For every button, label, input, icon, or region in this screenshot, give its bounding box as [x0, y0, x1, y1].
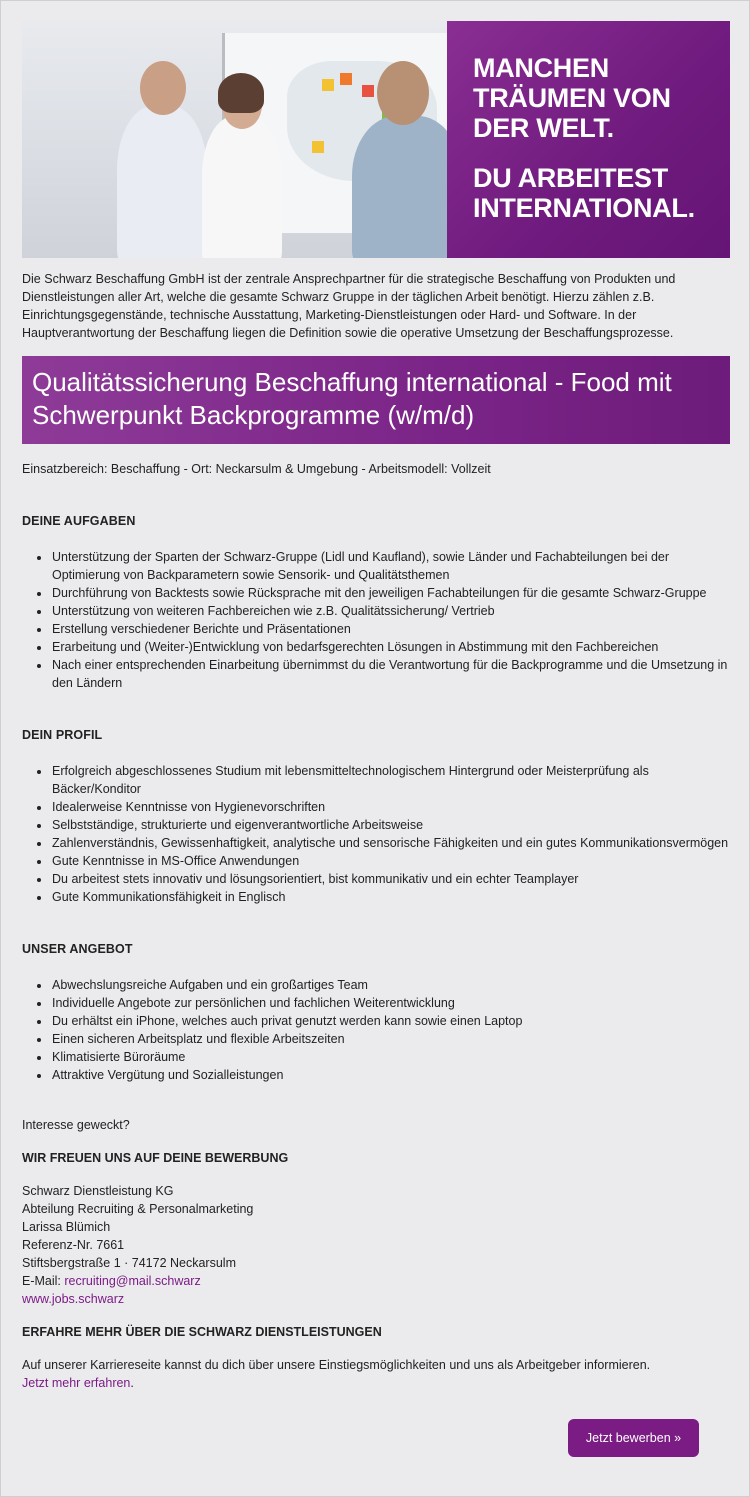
list-item: • Nach einer entsprechenden Einarbeitung übernimmst du die Verantwortung für die Backprogramme und die Umsetzung in den Ländern — [51, 656, 730, 692]
job-meta: Einsatzbereich: Beschaffung - Ort: Neckarsulm & Umgebung - Arbeitsmodell: Vollzeit — [22, 462, 491, 476]
reference-number: Referenz-Nr. 7661 — [22, 1238, 125, 1252]
company-name: Schwarz Dienstleistung KG — [22, 1184, 174, 1198]
contact-block — [22, 1182, 730, 1308]
learn-more-link[interactable]: Jetzt mehr erfahren — [22, 1376, 131, 1390]
list-item: • Durchführung von Backtests sowie Rücksprache mit den jeweiligen Fachabteilungen für die gesamte Schwarz-Gruppe — [51, 584, 730, 602]
link-suffix: . — [130, 1376, 134, 1390]
department: Abteilung Recruiting & Personalmarketing — [22, 1202, 254, 1216]
list-item: • Individuelle Angebote zur persönlichen und fachlichen Weiterentwicklung — [51, 994, 730, 1012]
list-item: • Gute Kenntnisse in MS-Office Anwendungen — [51, 852, 730, 870]
slogan-line: DU ARBEITEST — [473, 163, 668, 193]
section-heading-aufgaben: DEINE AUFGABEN — [22, 514, 136, 528]
list-item: • Du arbeitest stets innovativ und lösungsorientiert, bist kommunikativ und ein echter Teamplayer — [51, 870, 730, 888]
address: Stiftsbergstraße 1 · 74172 Neckarsulm — [22, 1256, 236, 1270]
list-item: • Klimatisierte Büroräume — [51, 1048, 730, 1066]
email-link[interactable]: recruiting@mail.schwarz — [64, 1274, 201, 1288]
aufgaben-list — [22, 548, 730, 692]
list-item: • Unterstützung der Sparten der Schwarz-Gruppe (Lidl und Kaufland), sowie Länder und Fachabteilungen bei der Optimierung von Backparametern sowie Sensorik- und Qualitätsthemen — [51, 548, 730, 584]
slogan-line: DER WELT. — [473, 113, 614, 143]
list-item: • Abwechslungsreiche Aufgaben und ein großartiges Team — [51, 976, 730, 994]
section-heading-profil: DEIN PROFIL — [22, 728, 103, 742]
list-item: • Attraktive Vergütung und Sozialleistungen — [51, 1066, 730, 1084]
contact-person: Larissa Blümich — [22, 1220, 111, 1234]
slogan-line: MANCHEN — [473, 53, 609, 83]
list-item: • Erfolgreich abgeschlossenes Studium mit lebensmitteltechnologischem Hintergrund oder Meisterprüfung als Bäcker/Konditor — [51, 762, 730, 798]
list-item: • Idealerweise Kenntnisse von Hygienevorschriften — [51, 798, 730, 816]
job-title: Qualitätssicherung Beschaffung international - Food mit Schwerpunkt Backprogramme (w/m/d) — [22, 356, 730, 444]
content-column — [22, 21, 730, 1392]
list-item: • Erarbeitung und (Weiter-)Entwicklung von bedarfsgerechten Lösungen in Abstimmung mit den Fachbereichen — [51, 638, 730, 656]
list-item: • Du erhältst ein iPhone, welches auch privat genutzt werden kann sowie einen Laptop — [51, 1012, 730, 1030]
list-item: • Einen sicheren Arbeitsplatz und flexible Arbeitszeiten — [51, 1030, 730, 1048]
list-item: • Selbstständige, strukturierte und eigenverantwortliche Arbeitsweise — [51, 816, 730, 834]
application-heading: WIR FREUEN UNS AUF DEINE BEWERBUNG — [22, 1151, 289, 1165]
website-link[interactable]: www.jobs.schwarz — [22, 1292, 125, 1306]
list-item: • Zahlenverständnis, Gewissenhaftigkeit, analytische und sensorische Fähigkeiten und ein gutes Kommunikationsvermögen — [51, 834, 730, 852]
more-text: Auf unserer Karriereseite kannst du dich über unsere Einstiegsmöglichkeiten und uns als Arbeitgeber informieren. — [22, 1358, 651, 1372]
angebot-list — [22, 976, 730, 1084]
list-item: • Unterstützung von weiteren Fachbereichen wie z.B. Qualitätssicherung/ Vertrieb — [51, 602, 730, 620]
profil-list — [22, 762, 730, 906]
company-intro: Die Schwarz Beschaffung GmbH ist der zentrale Ansprechpartner für die strategische Beschaffung von Produkten und Dienstleistungen aller Art, welche die gesamte Schwarz Gruppe in der täglichen Arbeit benötigt. Hierzu zählen z.B. Einrichtungsgegenstände, technische Ausstattung, Marketing-Dienstleistungen oder Hard- und Software. In der Hauptverantwortung der Beschaffung liegen die Definition sowie die operative Umsetzung der Beschaffungsprozesse. — [22, 272, 676, 340]
section-heading-angebot: UNSER ANGEBOT — [22, 942, 133, 956]
slogan-text — [473, 53, 723, 223]
list-item: • Erstellung verschiedener Berichte und Präsentationen — [51, 620, 730, 638]
hero-photo — [22, 21, 447, 258]
email-line — [22, 1272, 730, 1290]
list-item: • Gute Kommunikationsfähigkeit in Englisch — [51, 888, 730, 906]
interest-text: Interesse geweckt? — [22, 1118, 130, 1132]
slogan-line: INTERNATIONAL. — [473, 193, 695, 223]
slogan-banner — [447, 21, 730, 258]
email-label: E-Mail: — [22, 1274, 65, 1288]
more-heading: ERFAHRE MEHR ÜBER DIE SCHWARZ DIENSTLEISTUNGEN — [22, 1325, 382, 1339]
slogan-line: TRÄUMEN VON — [473, 83, 671, 113]
apply-button[interactable]: Jetzt bewerben » — [568, 1419, 699, 1457]
more-text-block — [22, 1356, 730, 1392]
hero-banner — [22, 21, 730, 258]
